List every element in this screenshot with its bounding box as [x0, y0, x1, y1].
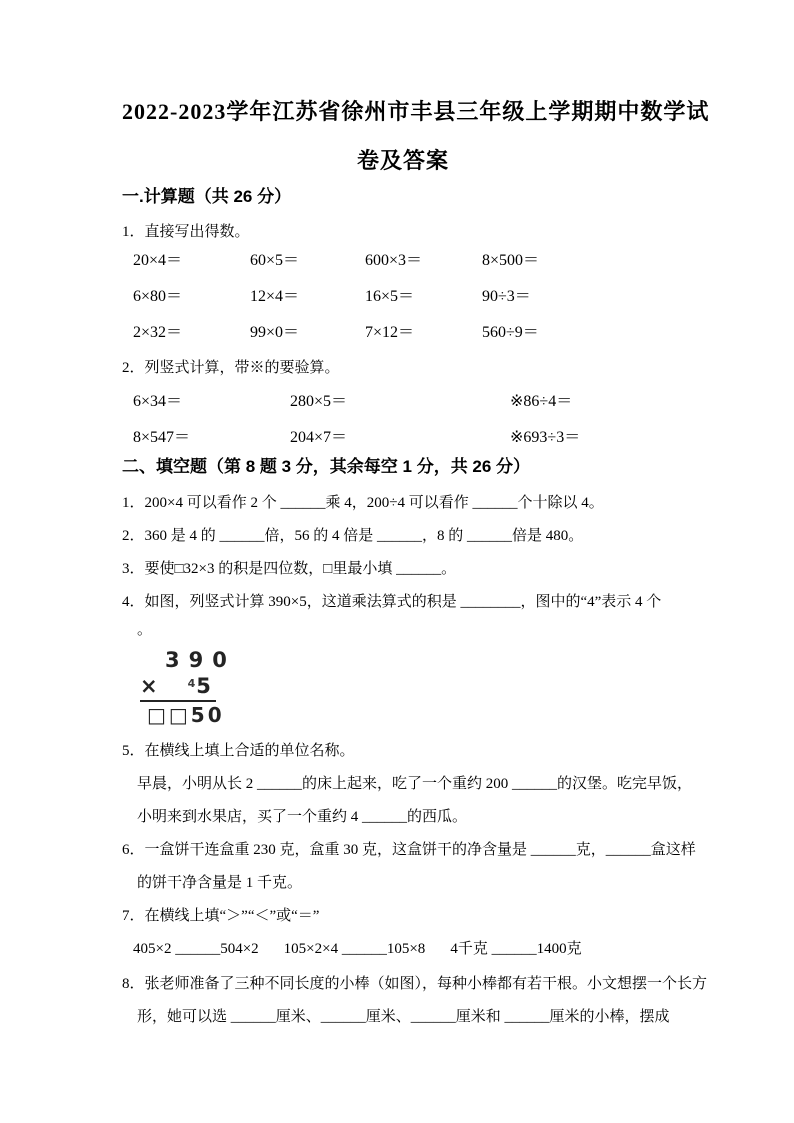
- calc-item: 12×4＝: [250, 288, 300, 305]
- q2-label: 2．列竖式计算，带※的要验算。: [122, 360, 340, 376]
- calc-item: 204×7＝: [290, 429, 348, 446]
- calc-item: 8×500＝: [482, 252, 540, 269]
- mult-top-factor: 390: [165, 648, 236, 672]
- fill-q7-label: 7．在横线上填“＞”“＜”或“＝”: [122, 908, 320, 924]
- fill-q2: 2．360 是 4 的 ______倍，56 的 4 倍是 ______，8 的 ______倍是 480。: [122, 528, 584, 544]
- calc-item: 20×4＝: [133, 252, 183, 269]
- calc-item: 8×547＝: [133, 429, 191, 446]
- fill-q8-line-2: 形，她可以选 ______厘米、______厘米、______厘米和 ______厘米的小棒，摆成: [137, 1009, 670, 1025]
- vertical-multiplication-figure: [140, 648, 236, 729]
- doc-title-line-1: 2022-2023学年江苏省徐州市丰县三年级上学期期中数学试: [122, 99, 710, 124]
- comparison-item: 4千克 ______1400克: [450, 941, 582, 957]
- fill-q4-line-2: 。: [137, 622, 153, 638]
- calc-item: 16×5＝: [365, 288, 415, 305]
- calc-item: 6×34＝: [133, 393, 183, 410]
- fill-q6-line-1: 6．一盒饼干连盒重 230 克，盒重 30 克，这盒饼干的净含量是 ______克，______盒这样: [122, 842, 696, 858]
- calc-item: ※86÷4＝: [510, 393, 573, 410]
- q1-label: 1．直接写出得数。: [122, 224, 250, 240]
- calc-item: 2×32＝: [133, 324, 183, 341]
- calc-item: 6×80＝: [133, 288, 183, 305]
- calc-item: 280×5＝: [290, 393, 348, 410]
- section-2-header: 二、填空题（第 8 题 3 分，其余每空 1 分，共 26 分）: [122, 457, 531, 476]
- fill-q5-line-1: 早晨，小明从长 2 ______的床上起来，吃了一个重约 200 ______的汉堡。吃完早饭，: [137, 776, 693, 792]
- mult-bottom-factor: 5: [196, 674, 211, 698]
- calc-item: 60×5＝: [250, 252, 300, 269]
- doc-title-line-2: 卷及答案: [356, 148, 449, 173]
- comparison-row: [133, 939, 684, 959]
- multiply-sign: ×: [140, 674, 158, 698]
- fill-q5-label: 5．在横线上填上合适的单位名称。: [122, 743, 355, 759]
- calc-item: ※693÷3＝: [510, 429, 581, 446]
- calc-item: 600×3＝: [365, 252, 423, 269]
- mult-carry-digit: 4: [187, 677, 196, 690]
- mult-operator-row: [140, 672, 216, 702]
- fill-q3: 3．要使□32×3 的积是四位数，□里最小填 ______。: [122, 561, 457, 577]
- fill-q4-line-1: 4．如图，列竖式计算 390×5，这道乘法算式的积是 ________，图中的“4”表示 4 个: [122, 594, 662, 610]
- section-1-header: 一.计算题（共 26 分）: [122, 187, 292, 206]
- calc-item: 99×0＝: [250, 324, 300, 341]
- oral-calc-grid: [133, 251, 684, 343]
- calc-item: 560÷9＝: [482, 324, 539, 341]
- fill-q8-line-1: 8．张老师准备了三种不同长度的小棒（如图），每种小棒都有若干根。小文想摆一个长方: [122, 976, 708, 992]
- fill-q1: 1．200×4 可以看作 2 个 ______乘 4，200÷4 可以看作 ______个十除以 4。: [122, 495, 604, 511]
- calc-item: 7×12＝: [365, 324, 415, 341]
- comparison-item: 405×2 ______504×2: [133, 941, 259, 957]
- column-calc-grid: [133, 392, 684, 448]
- calc-item: 90÷3＝: [482, 288, 531, 305]
- mult-product-row: □□50: [147, 703, 225, 727]
- fill-q6-line-2: 的饼干净含量是 1 千克。: [137, 875, 303, 891]
- fill-q5-line-2: 小明来到水果店，买了一个重约 4 ______的西瓜。: [137, 809, 468, 825]
- comparison-item: 105×2×4 ______105×8: [283, 941, 426, 957]
